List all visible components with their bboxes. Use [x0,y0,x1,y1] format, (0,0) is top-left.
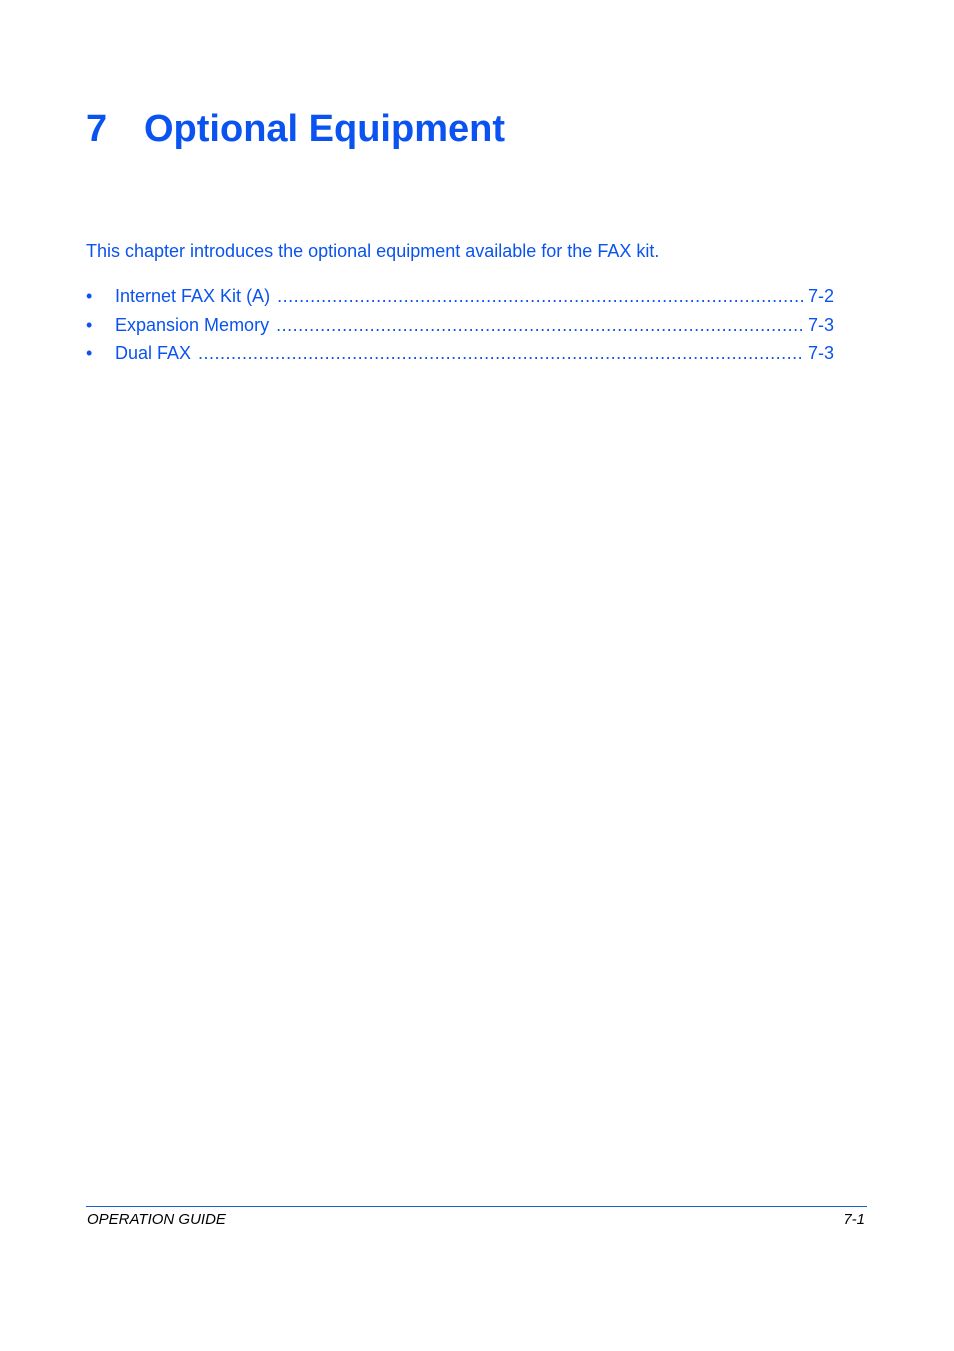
toc-dot-leader [276,313,804,337]
footer-guide-title: OPERATION GUIDE [87,1211,226,1228]
toc-item-dual-fax[interactable] [86,341,834,370]
toc-dot-leader [198,341,804,365]
footer-page-number: 7-1 [843,1211,865,1228]
chapter-intro: This chapter introduces the optional equipment available for the FAX kit. [86,241,660,261]
toc-dot-leader [277,284,804,308]
toc-item-label[interactable]: Expansion Memory [115,314,270,335]
toc-item-page[interactable]: 7-3 [807,314,834,335]
toc-item-page[interactable]: 7-2 [807,286,834,306]
toc-item-label[interactable]: Dual FAX [115,343,192,363]
table-of-contents [86,284,834,370]
bullet-icon: • [86,314,93,335]
bullet-icon: • [86,286,93,306]
chapter-title: Optional Equipment [144,108,505,150]
toc-item-label[interactable]: Internet FAX Kit (A) [115,286,271,306]
toc-item-page[interactable]: 7-3 [807,343,834,363]
toc-item-expansion-memory[interactable] [86,313,834,342]
toc-item-internet-fax-kit[interactable] [86,284,834,313]
chapter-heading [86,104,505,154]
footer-divider [86,1206,867,1207]
bullet-icon: • [86,343,93,363]
chapter-number: 7 [86,108,108,150]
